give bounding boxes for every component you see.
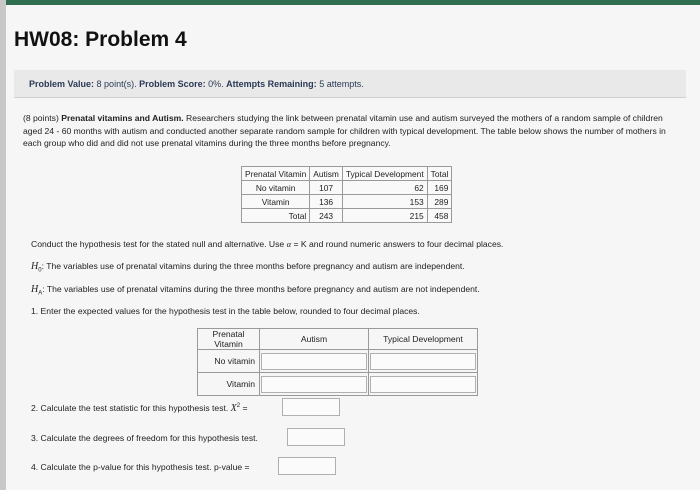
h0-symbol: H: [31, 261, 39, 272]
question-2-text: 2. Calculate the test statistic for this hypothesis test.: [31, 403, 229, 413]
problem-value: 8 point(s).: [96, 79, 137, 89]
alternative-hypothesis: [31, 284, 480, 297]
ha-text: : The variables use of prenatal vitamins during the three months before pregnancy and autism are not independent.: [42, 284, 480, 294]
problem-value-label: Problem Value:: [29, 79, 95, 89]
row-label: Vitamin: [198, 373, 260, 396]
alpha-symbol: α: [286, 239, 292, 249]
table-row: [242, 195, 452, 209]
expected-cell: [260, 373, 369, 396]
expected-cell: [260, 350, 369, 373]
table-cell: 215: [342, 209, 427, 223]
table-header-row: [242, 167, 452, 181]
ha-symbol: H: [31, 284, 39, 295]
expected-novitamin-autism-input[interactable]: [261, 353, 367, 370]
attempts-remaining: 5 attempts.: [319, 79, 364, 89]
expected-values-table: [197, 328, 478, 396]
row-label: No vitamin: [242, 181, 310, 195]
attempts-label: Attempts Remaining:: [226, 79, 317, 89]
table-row: [242, 181, 452, 195]
h0-text: : The variables use of prenatal vitamins during the three months before pregnancy and autism are independent.: [41, 261, 465, 271]
h0-subscript: 0: [38, 267, 42, 274]
table-cell: 62: [342, 181, 427, 195]
statement-body: Researchers studying the link between prenatal vitamin use and autism surveyed the mothers of a random sample of children aged 24 - 60 months with autism and conducted another separate random sample for children with typical development. The table below shows the number of mothers in each group who did and did not use prenatal vitamins during the three months before pregnancy.: [23, 113, 666, 148]
chi-square-symbol: X: [230, 403, 237, 414]
expected-vitamin-typical-input[interactable]: [370, 376, 476, 393]
col-header-autism: Autism: [260, 329, 369, 350]
expected-vitamin-autism-input[interactable]: [261, 376, 367, 393]
table-cell: 169: [427, 181, 452, 195]
problem-score: 0%.: [208, 79, 224, 89]
expected-cell: [369, 350, 478, 373]
col-header-autism: Autism: [310, 167, 343, 181]
row-label: Vitamin: [242, 195, 310, 209]
degrees-of-freedom-input[interactable]: [287, 428, 345, 446]
table-cell: 243: [310, 209, 343, 223]
statement-heading: Prenatal vitamins and Autism.: [61, 113, 184, 123]
table-cell: 136: [310, 195, 343, 209]
top-accent-bar: [6, 0, 700, 5]
test-statistic-input[interactable]: [282, 398, 340, 416]
statement-points: (8 points): [23, 113, 59, 123]
equals-sign: =: [242, 403, 248, 413]
question-2: [31, 403, 248, 414]
question-3: 3. Calculate the degrees of freedom for this hypothesis test.: [31, 433, 258, 443]
table-row: [198, 373, 478, 396]
problem-score-label: Problem Score:: [139, 79, 206, 89]
table-cell: 153: [342, 195, 427, 209]
table-header-row: [198, 329, 478, 350]
col-header-prenatal-vitamin: Prenatal Vitamin: [198, 329, 260, 350]
expected-novitamin-typical-input[interactable]: [370, 353, 476, 370]
question-4: 4. Calculate the p-value for this hypothesis test. p-value =: [31, 462, 250, 472]
problem-info-bar: [14, 70, 686, 98]
conduct-instruction: [31, 239, 503, 249]
table-cell: 458: [427, 209, 452, 223]
conduct-text-a: Conduct the hypothesis test for the stated null and alternative. Use: [31, 239, 285, 249]
table-cell: 289: [427, 195, 452, 209]
row-label: No vitamin: [198, 350, 260, 373]
table-row: [198, 350, 478, 373]
col-header-total: Total: [427, 167, 452, 181]
null-hypothesis: [31, 261, 465, 274]
table-row: [242, 209, 452, 223]
ha-subscript: A: [38, 290, 43, 297]
col-header-prenatal-vitamin: Prenatal Vitamin: [242, 167, 310, 181]
page-title: HW08: Problem 4: [14, 28, 187, 51]
observed-data-table: [241, 166, 452, 223]
expected-cell: [369, 373, 478, 396]
question-1: 1. Enter the expected values for the hypothesis test in the table below, rounded to four decimal places.: [31, 306, 420, 316]
chi-square-superscript: 2: [236, 403, 241, 410]
conduct-text-b: = K and round numeric answers to four decimal places.: [293, 239, 504, 249]
col-header-typical-development: Typical Development: [342, 167, 427, 181]
problem-statement: [23, 112, 673, 150]
table-cell: 107: [310, 181, 343, 195]
p-value-input[interactable]: [278, 457, 336, 475]
col-header-typical-development: Typical Development: [369, 329, 478, 350]
row-label: Total: [242, 209, 310, 223]
